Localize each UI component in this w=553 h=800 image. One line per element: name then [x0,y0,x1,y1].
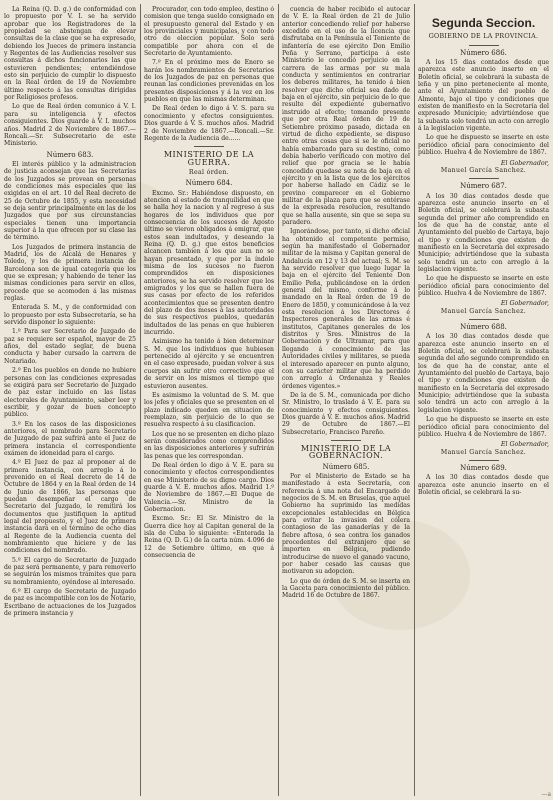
notice-number: Número 687. [460,182,507,191]
section-separator [469,319,499,320]
paragraph: Los Juzgados de primera instancia de Madrid, los de Alcalá de Henares y Toledo, y los de primera instancia de Barcelona son de igual categoría que los que se expresan; y habiendo de tener las mismas condiciones para servir en ellos, procede que se acomoden á las mismas reglas. [4,243,136,303]
paragraph: Es asimismo la voluntad de S. M. que los jefes y oficiales que se presenten en el plazo indicado queden en situacion de reemplazo, sin perjuicio de lo que se resuelva respecto á su clasificacion. [144,391,274,429]
notice-number: Número 688. [460,323,507,332]
paragraph: 2.º En los pueblos en donde no hubiere personas con las condiciones expresadas se exigirá para ser Secretario de Juzgado de paz estar incluido en las listas electorales de Ayuntamiento, saber leer y escribir, y gozar de buen concepto público. [4,367,136,419]
paragraph: De Real órden lo digo á V. S. para su conocimiento y efectos consiguientes. Dios guarde á V. S. muchos años. Madrid 2 de Noviembre de 1867.—Roncali.—Sr. Regente de la Audiencia de...... [144,105,274,142]
paragraph: Lo que he dispuesto se inserte en este periódico oficial para conocimiento del público. Huelva 4 de Noviembre de 1867. [418,134,549,157]
paragraph: Lo que de Real órden comunico á V. I. para su inteligencia y efectos consiguientes. Dios guarde á V. I. muchos años. Madrid 2 de Noviembre de 1867.—Roncali.—Sr. Subsecretario de este Ministerio. [4,103,136,148]
notice-number: Número 686. [460,48,507,57]
paragraph: El interés público y la administracion de justicia aconsejan que las Secretarías de los Juzgados se provean en personas de condiciones más especiales que las exigidas en el art. 10 del Real decreto de 25 de Octubre de 1855, y esta necesidad se deja sentir principalmente en las de los Juzgados que por sus circunstancias especiales tienen una importancia superior á la que ofrecen por su clase las de término. [4,160,136,242]
column-3 [282,6,410,794]
signer-name: Manuel García Sanchez. [440,448,527,456]
paragraph: Los que no se presenten en dicho plazo serán considerados como comprendidos en las disposiciones anteriores y sufrirán las penas que les correspondan. [144,430,274,460]
section-separator [469,178,499,179]
section-title: Segunda Seccion. [431,16,536,30]
column-1 [4,6,136,794]
ministry-heading: MINISTERIO DE LA GUERRA. [163,150,255,167]
paragraph: Ignorándose, por tanto, si dicho oficial ha obtenido el competente permiso, según ha manifestado el Gobernador militar de la misma y Capitan general de Andalucía en 12 y 13 del actual; S. M. se ha servido resolver que luego lugar la baja en el ejército del Teniente Don Emilio Peña, publicándose en la órden general del mismo, conforme á lo mandado en la Real órden de 19 de Enero de 1850, y comunicándose á la vez esta resolucion á los Directores é Inspectores generales de las armas é institutos, Capitanes generales de los distritos y Sres. Ministros de la Gobernacion y de Ultramar, para que llegando á conocimiento de las Autoridades civiles y militares, se pueda el interesado aparecer en punto alguno, con su carácter militar que ha perdido con arreglo á Ordenanza y Reales órdenes vigentes.» [282,228,410,390]
column-4 [418,6,549,794]
section-separator [194,146,224,147]
signer-title: El Gobernador, [500,300,549,308]
paragraph: La Reina (Q. D. g.) de conformidad con lo propuesto por V. I. se ha servido aprobar que los Registradores de la propiedad se abstengan de elevar consultas de la clase que se ha expresado, debiendo los Jueces de primera instancia y Regentes de las Audiencias resolver sus consultas á dichos funcionarios las que estuvieren pendientes; entendiéndose esto sin perjuicio de cumplir lo dispuesto en la Real órden de 19 de Noviembre último respecto á las consultas dirigidas por Religiosos profesos. [4,6,136,102]
page-corner-mark: —a [541,791,551,798]
notice-number: Número 683. [46,150,94,159]
paragraph: Procurador, con todo empleo, destino ó comision que tenga sueldo consignado en el presupuesto general del Estado y en los provinciales y municipales, y con todo otro de eleccion popular. Solo será compatible por ahora con el de Secretario de Ayuntamiento. [144,6,274,58]
section-separator [331,440,361,441]
ministry-heading: MINISTERIO DE LA GOBERNACION. [300,443,392,461]
paragraph: A los 15 dias contados desde que aparezca este anuncio inserto en el Boletín oficial, se celebrará la subasta de leña y un pino perteneciente al monte, ante el Ayuntamiento del pueblo de Almonte, bajo el tipo y condiciones que existen de manifiesto en la Secretaría del expresado Municipio; advirtiéndose que la subasta solo tendrá un acto con arreglo á la legislacion vigente. [418,59,549,133]
paragraph: 7.º En el próximo mes de Enero se harán los nombramientos de Secretarios de los Juzgados de paz en personas que reunan las condiciones prevenidas en los presentes disposiciones y á la vez en los pueblos en que las mismas determinan. [144,59,274,104]
paragraph: Asimismo ha tenido á bien determinar S. M. que los individuos que hubiesen pertenecido al ejército y se encuentren en el caso expresado, puedan volver á sus cuerpos sin sufrir otro correctivo que el de servir en los mismos el tiempo que estuvieron ausentes. [144,338,274,390]
paragraph: 3.º En los casos de las disposiciones anteriores, el nombrado para Secretario de Juzgado de paz sufrirá ante el Juez de primera instancia el correspondiente exámen de idoneidad para el cargo. [4,420,136,457]
column-rule [140,4,141,796]
order-heading: Real órden. [188,168,230,176]
paragraph: Lo que he dispuesto se inserte en este periódico oficial para conocimiento del público. Huelva 4 de Noviembre de 1867. [418,416,549,438]
paragraph: A los 30 dias contados desde que aparezca este anuncio inserto en el Boletín oficial, se celebrará la subasta segunda del primer año comprendido en los de que ha de constar, ante el Ayuntamiento del pueblo de Cartaya, bajo el tipo y condiciones que existen de manifiesto en la Secretaría del expresado Municipio; advirtiéndose que la subasta solo tendrá un acto con arreglo á la legislacion vigente. [418,192,549,273]
notice-number: Número 689. [460,463,507,472]
paragraph: Excmo. Sr.: El Sr. Ministro de la Guerra dice hoy al Capitan general de la isla de Cuba lo siguiente: «Enterada la Reina (Q. D. G.) de la carta núm. 4.096 de 12 de Setiembre último, en que á consecuencia de [144,515,274,560]
paragraph: Lo que he dispuesto se inserte en este periódico oficial para conocimiento del público. Huelva 4 de Noviembre de 1867. [418,275,549,297]
paragraph: Por el Ministerio de Estado se ha manifestado á esta Secretaría, con referencia á una nota del Encargado de negocios de S. M. en Bruselas, que aquel Gobierno ha suprimido las medidas excepcionales establecidas en Bélgica para evitar la invasion del cólera contagioso de las ganaderías y de la fiebre aftosa, ó sea contra los ganados procedentes del extranjero que se importen en Bélgica, pudiendo introducirse de nuevo el ganado vacuno, por haber cesado las causas que motivaron su adopcion. [282,472,410,576]
column-rule [278,4,279,796]
paragraph: De la de S. M., comunicada por dicho Sr. Ministro, lo traslado á V. E. para su conocimiento y efectos consiguientes. Dios guarde á V. E. muchos años. Madrid 29 de Octubre de 1867.—El Subsecretario, Francisco Pareño. [282,391,410,436]
paragraph: De Real órden lo digo á V. E. para su conocimiento y efectos correspondientes en ese Ministerio de su digno cargo. Dios guarde á V. E. muchos años. Madrid 1.º de Noviembre de 1867.—El Duque de Valencia.—Sr. Ministro de la Gobernacion. [144,461,274,513]
paragraph: Enterada S. M., y de conformidad con lo propuesto por esta Subsecretaría, se ha servido disponer lo siguiente: [4,304,136,327]
paragraph: 5.º El cargo de Secretario de Juzgado de paz será permanente, y para removerlo se seguirán los mismos trámites que para su nombramiento, oyéndose al interesado. [4,556,136,586]
signer-name: Manuel García Sanchez. [440,307,527,315]
paragraph: A los 30 dias contados desde que aparezca este anuncio inserto en el Boletín oficial, se celebrará la subasta segunda del año segundo comprendido en los de que ha de constar, ante el Ayuntamiento del pueblo de Cartaya, bajo el tipo y condiciones que existen de manifiesto en la Secretaría del expresado Municipio; advirtiéndose que la subasta solo tendrá un acto con arreglo á la legislacion vigente. [418,333,549,414]
paragraph: Excmo. Sr.: Habiéndose dispuesto, en atencion al estado de tranquilidad en que se halla hoy la nacion y al regreso á sus hogares de los individuos que por consecuencia de los sucesos de Agosto último se vieron obligados á emigrar, que estos sean indultados, y deseando la Reina (Q. D. g.) que estos beneficios alcancen tambien á los que aun no se hayan presentado, y que por la índole misma de los sucesos no fueron comprendidos en disposiciones anteriores, se ha servido resolver que los emigrados y los que se hallen fuera de sus casas por efecto de los referidos acontecimientos que se presenten dentro del plazo de dos meses á las autoridades de sus respectivos pueblos, quedarán indultados de las penas en que hubieren incurrido. [144,189,274,337]
paragraph: 4.º El Juez de paz al proponer al de primera instancia, con arreglo á lo prevenido en el Real decreto de 14 de Octubre de 1864 y en la Real órden de 14 de Junio de 1866, las personas que puedan desempeñar el cargo de Secretario del Juzgado, le remitirá los documentos que justifiquen la aptitud legal del propuesto, y el Juez de primera instancia dará en el término de ocho días al Regente de la Audiencia cuenta del nombramiento que hiciere y de las condiciones del nombrado. [4,459,136,555]
signer-title: El Gobernador, [500,159,549,167]
column-2 [144,6,274,794]
signer-name: Manuel García Sanchez. [440,166,527,174]
government-heading: GOBIERNO DE LA PROVINCIA. [428,33,539,41]
paragraph: A los 30 dias contados desde que aparezca este anuncio inserto en el Boletín oficial, se celebrará la su- [418,474,549,496]
section-separator [469,45,499,46]
signer-title: El Gobernador, [500,441,549,449]
paragraph: 1.º Para ser Secretario de Juzgado de paz se requiere ser español, mayor de 25 años, del estado seglar, de buena conducta y haber cursado la carrera de Notariado. [4,328,136,365]
paragraph: 6.º El cargo de Secretario de Juzgado de paz es incompatible con los de Notario, Escribano de actuaciones de los Juzgados de primera instancia y [4,588,136,618]
notice-number: Número 685. [322,462,370,471]
section-separator [469,460,499,461]
paragraph: Lo que de órden de S. M. se inserta en la Gaceta para conocimiento del público. Madrid 16 de Octubre de 1867. [282,577,410,600]
column-rule [414,4,415,796]
notice-number: Número 684. [185,179,233,188]
paragraph: cuencia de haber recibido el autocar de V. E. la Real órden de 21 de Julio anterior concediendo relief por haberse excedido en el uso de la licencia que disfrutaba en la Península el Teniente de infantería de ese ejército Don Emilio Peña y Serrano, participa á este Ministerio le concedió perjuicio en la carrera de las armas por su mala conducta y sentimientos en contrariar los deberes militares, ha tenido á bien resolver que dicho oficial sea dado de baja en el ejército, sin perjuicio de lo que resulte del expediente gubernativo instruido al efecto; tomando presente que por otra Real órden de 19 de Setiembre próximo pasado, dictada en virtud de dicho expediente, se dispuso entre otras cosas que si se le oficial no había embarcado para su destino, como debía haberlo verificado con motivo del relief que por gracia se le había concedido quedase su nota de baja en el ejército y en la lista que de los ejércitos por haberse hallado en Cádiz se le previno comparecer en el Gobierno militar de la plaza para que se entérase de la expresada resolucion, resultando que se halla ausente, sin que se sepa su paradero. [282,6,410,226]
